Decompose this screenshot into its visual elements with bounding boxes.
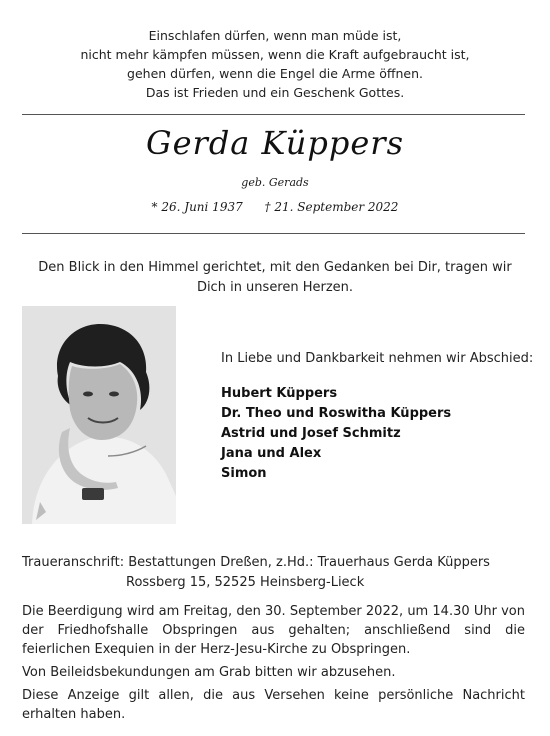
mourning-address [22, 553, 490, 593]
condolence-note: Von Beileidsbekundungen am Grab bitten wir abzusehen. [22, 665, 396, 680]
birth-date: * 26. Juni 1937 [151, 200, 243, 214]
poem-line: nicht mehr kämpfen müssen, wenn die Kraft aufgebraucht ist, [80, 47, 470, 62]
divider-bottom [22, 233, 525, 234]
mourner-name: Dr. Theo und Roswitha Küppers [221, 406, 452, 421]
portrait-illustration [22, 306, 176, 524]
mourner-name: Astrid und Josef Schmitz [221, 426, 401, 441]
funeral-details: Die Beerdigung wird am Freitag, den 30. September 2022, um 14.30 Uhr von der Friedhofshalle Obspringen aus gehalten; anschließend sind die feierlichen Exequien in der Herz-Jesu-Kirche zu Obspringen. [22, 604, 525, 657]
address-line-1: Traueranschrift: Bestattungen Dreßen, z.Hd.: Trauerhaus Gerda Küppers [22, 555, 490, 570]
intro-text [30, 258, 520, 298]
poem [60, 26, 490, 102]
poem-line: Einschlafen dürfen, wenn man müde ist, [148, 28, 402, 43]
notice-note: Diese Anzeige gilt allen, die aus Versehen keine persönliche Nachricht erhalten haben. [22, 688, 525, 722]
maiden-name: geb. Gerads [241, 176, 309, 189]
portrait-photo [22, 306, 176, 524]
divider-top [22, 114, 525, 115]
mourners-list [221, 384, 451, 484]
intro-line: Den Blick in den Himmel gerichtet, mit den Gedanken bei Dir, tragen wir [38, 260, 512, 275]
poem-line: Das ist Frieden und ein Geschenk Gottes. [145, 85, 405, 100]
address-line-2: Rossberg 15, 52525 Heinsberg-Lieck [126, 575, 365, 590]
poem-line: gehen dürfen, wenn die Engel die Arme öffnen. [127, 66, 423, 81]
funeral-info [22, 602, 525, 724]
intro-line: Dich in unseren Herzen. [196, 280, 354, 295]
death-date: † 21. September 2022 [264, 200, 399, 214]
mourner-name: Simon [221, 466, 267, 481]
life-dates [0, 200, 550, 214]
mourner-name: Hubert Küppers [221, 386, 338, 401]
deceased-name: Gerda Küppers [146, 124, 404, 162]
mourner-name: Jana und Alex [221, 446, 322, 461]
mourners-heading: In Liebe und Dankbarkeit nehmen wir Abschied: [221, 351, 534, 366]
